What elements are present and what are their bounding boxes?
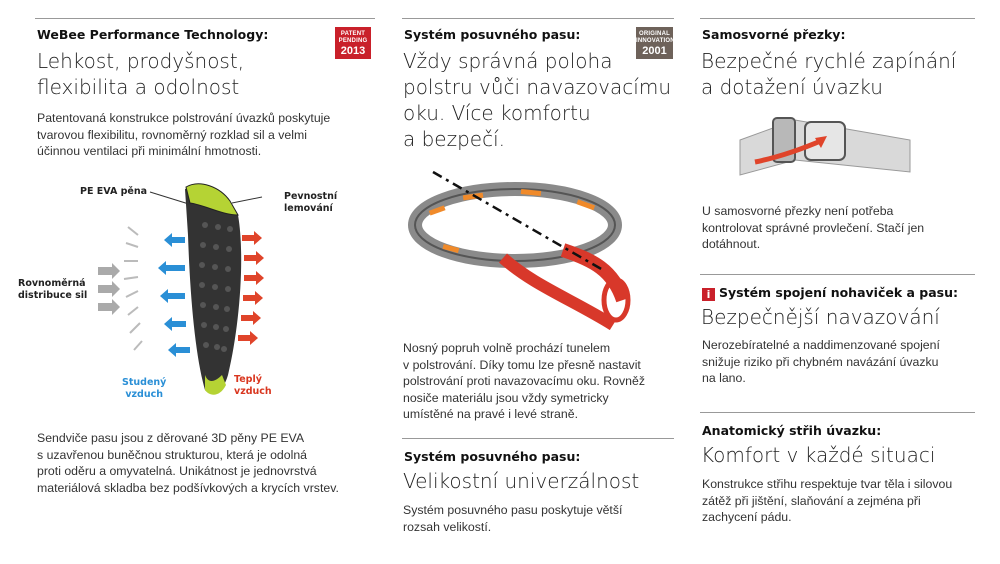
warm-air-label-line: vzduch: [234, 386, 272, 397]
edge-label-line: lemování: [284, 203, 333, 214]
body-line: Nosný popruh volně prochází tunelem: [403, 341, 611, 355]
body-line: v polstrování. Díky tomu lze přesně nastavit: [403, 357, 641, 372]
warm-air-label: [234, 374, 272, 398]
distribution-arrows: [98, 263, 120, 315]
leg-loop-left: [563, 250, 623, 300]
col2-body-2: [403, 502, 622, 535]
col1-body: [37, 110, 330, 160]
cold-air-label-line: Studený: [122, 377, 167, 388]
body-line: tvarovou flexibilitu, rovnoměrný rozklad sil a velmi: [37, 127, 307, 142]
headline-line: Bezpečné rychlé zapínání: [701, 49, 957, 73]
warm-air-arrows: [238, 231, 264, 345]
col3-headline: [701, 48, 956, 100]
headline-line: a bezpečí.: [403, 127, 506, 151]
body-line: polstrování proti navazovacímu oku. Rovněž: [403, 374, 645, 388]
body-line: Patentovaná konstrukce polstrování úvazků poskytuje: [37, 111, 331, 125]
distribution-label-line: Rovnoměrná: [18, 278, 86, 289]
headline-line: polstru vůči navazovacímu: [403, 75, 671, 99]
distribution-label: [18, 278, 87, 302]
col3-headline-3: [701, 442, 935, 468]
cold-air-label-line: vzduch: [125, 389, 164, 400]
edge-label: [284, 191, 337, 215]
cold-air-arrows: [158, 233, 190, 357]
col2-body: [403, 340, 645, 423]
headline-line: Bezpečnější navazování: [701, 305, 940, 329]
col3-body-3: [702, 476, 952, 526]
col3-body-2: [702, 337, 940, 387]
badge-line1: ORIGINAL: [639, 31, 670, 37]
col3-headline-2: [701, 304, 940, 330]
headline-line: Vždy správná poloha: [403, 49, 613, 73]
patent-pending-badge: [335, 27, 371, 59]
body-line: materiálová skladba bez podšívkových a krycích vrstev.: [37, 480, 339, 495]
body-line: umístěné na pravé i levé straně.: [403, 407, 578, 421]
foam-body: [185, 187, 241, 393]
badge-line2: PENDING: [338, 38, 368, 44]
col2-headline-2: [403, 468, 639, 494]
col2-headline: [403, 48, 671, 152]
col3-top-rule: [700, 18, 975, 19]
edge-pointer: [232, 197, 262, 203]
col3-section-label-2: [702, 285, 958, 301]
col2-top-rule: [402, 18, 674, 19]
body-line: s uzavřenou buněčnou strukturou, která je odolná: [37, 447, 308, 462]
body-line: snižuje riziko při chybném navázání úvazku: [702, 354, 939, 369]
col3-section-label: Samosvorné přezky:: [702, 27, 846, 42]
col1-top-rule: [35, 18, 375, 19]
col2-mid-rule: [402, 438, 674, 439]
body-line: zátěž při jištění, slaňování a zejména při: [702, 493, 921, 508]
col3-rule-3: [700, 412, 975, 413]
buckle-frame-right: [805, 122, 845, 160]
col2-section-label-2: Systém posuvného pasu:: [404, 449, 581, 464]
col3-section-label-3: Anatomický střih úvazku:: [702, 423, 882, 438]
col1-headline: [37, 48, 244, 100]
warm-air-label-line: Teplý: [234, 374, 262, 385]
belt-ring-edge: [415, 189, 615, 261]
body-line: rozsah velikostí.: [403, 519, 492, 534]
headline-line: Lehkost, prodyšnost,: [37, 49, 245, 73]
badge-year: 2001: [642, 45, 667, 57]
body-line: U samosvorné přezky není potřeba: [702, 204, 894, 218]
body-line: proti oděru a omyvatelná. Unikátnost je jednovrstvá: [37, 464, 317, 478]
pe-eva-label: PE EVA pěna: [80, 186, 148, 197]
force-lines: [124, 227, 142, 350]
info-icon: i: [702, 288, 715, 301]
badge-line2: INNOVATION: [636, 38, 675, 44]
col2-section-label: Systém posuvného pasu:: [404, 27, 581, 42]
body-line: na lano.: [702, 371, 746, 385]
body-line: kontrolovat správné provlečení. Stačí jen: [702, 220, 925, 235]
headline-line: a dotažení úvazku: [701, 75, 883, 99]
col1-footer: [37, 430, 339, 496]
headline-line: Komfort v každé situaci: [701, 443, 936, 467]
headline-line: Velikostní univerzálnost: [403, 469, 640, 493]
sliding-waist-belt-illustration: [403, 150, 673, 330]
headline-line: oku. Více komfortu: [403, 101, 591, 125]
badge-year: 2013: [340, 45, 366, 57]
col1-section-label: WeBee Performance Technology:: [37, 27, 269, 42]
body-line: nosiče materiálu jsou vždy symetricky: [403, 390, 609, 405]
body-line: účinnou ventilaci při minimální hmotnosti.: [37, 144, 262, 158]
body-line: dotáhnout.: [702, 237, 761, 251]
headline-line: flexibilita a odolnost: [37, 75, 240, 99]
edge-label-line: Pevnostní: [284, 191, 338, 202]
self-locking-buckle-illustration: [735, 100, 915, 200]
col3-rule-2: [700, 274, 975, 275]
body-line: Systém posuvného pasu poskytuje větší: [403, 503, 623, 517]
body-line: Konstrukce střihu respektuje tvar těla i silovou: [702, 477, 953, 491]
cold-air-label: [122, 377, 166, 401]
badge-line1: PATENT: [340, 31, 366, 37]
body-line: Sendviče pasu jsou z děrované 3D pěny PE EVA: [37, 431, 305, 445]
body-line: Nerozebíratelné a naddimenzované spojení: [702, 338, 940, 352]
distribution-label-line: distribuce sil: [18, 290, 88, 301]
section-label-text: Systém spojení nohaviček a pasu:: [719, 285, 959, 300]
body-line: zachycení pádu.: [702, 510, 792, 524]
col3-body: [702, 203, 924, 253]
